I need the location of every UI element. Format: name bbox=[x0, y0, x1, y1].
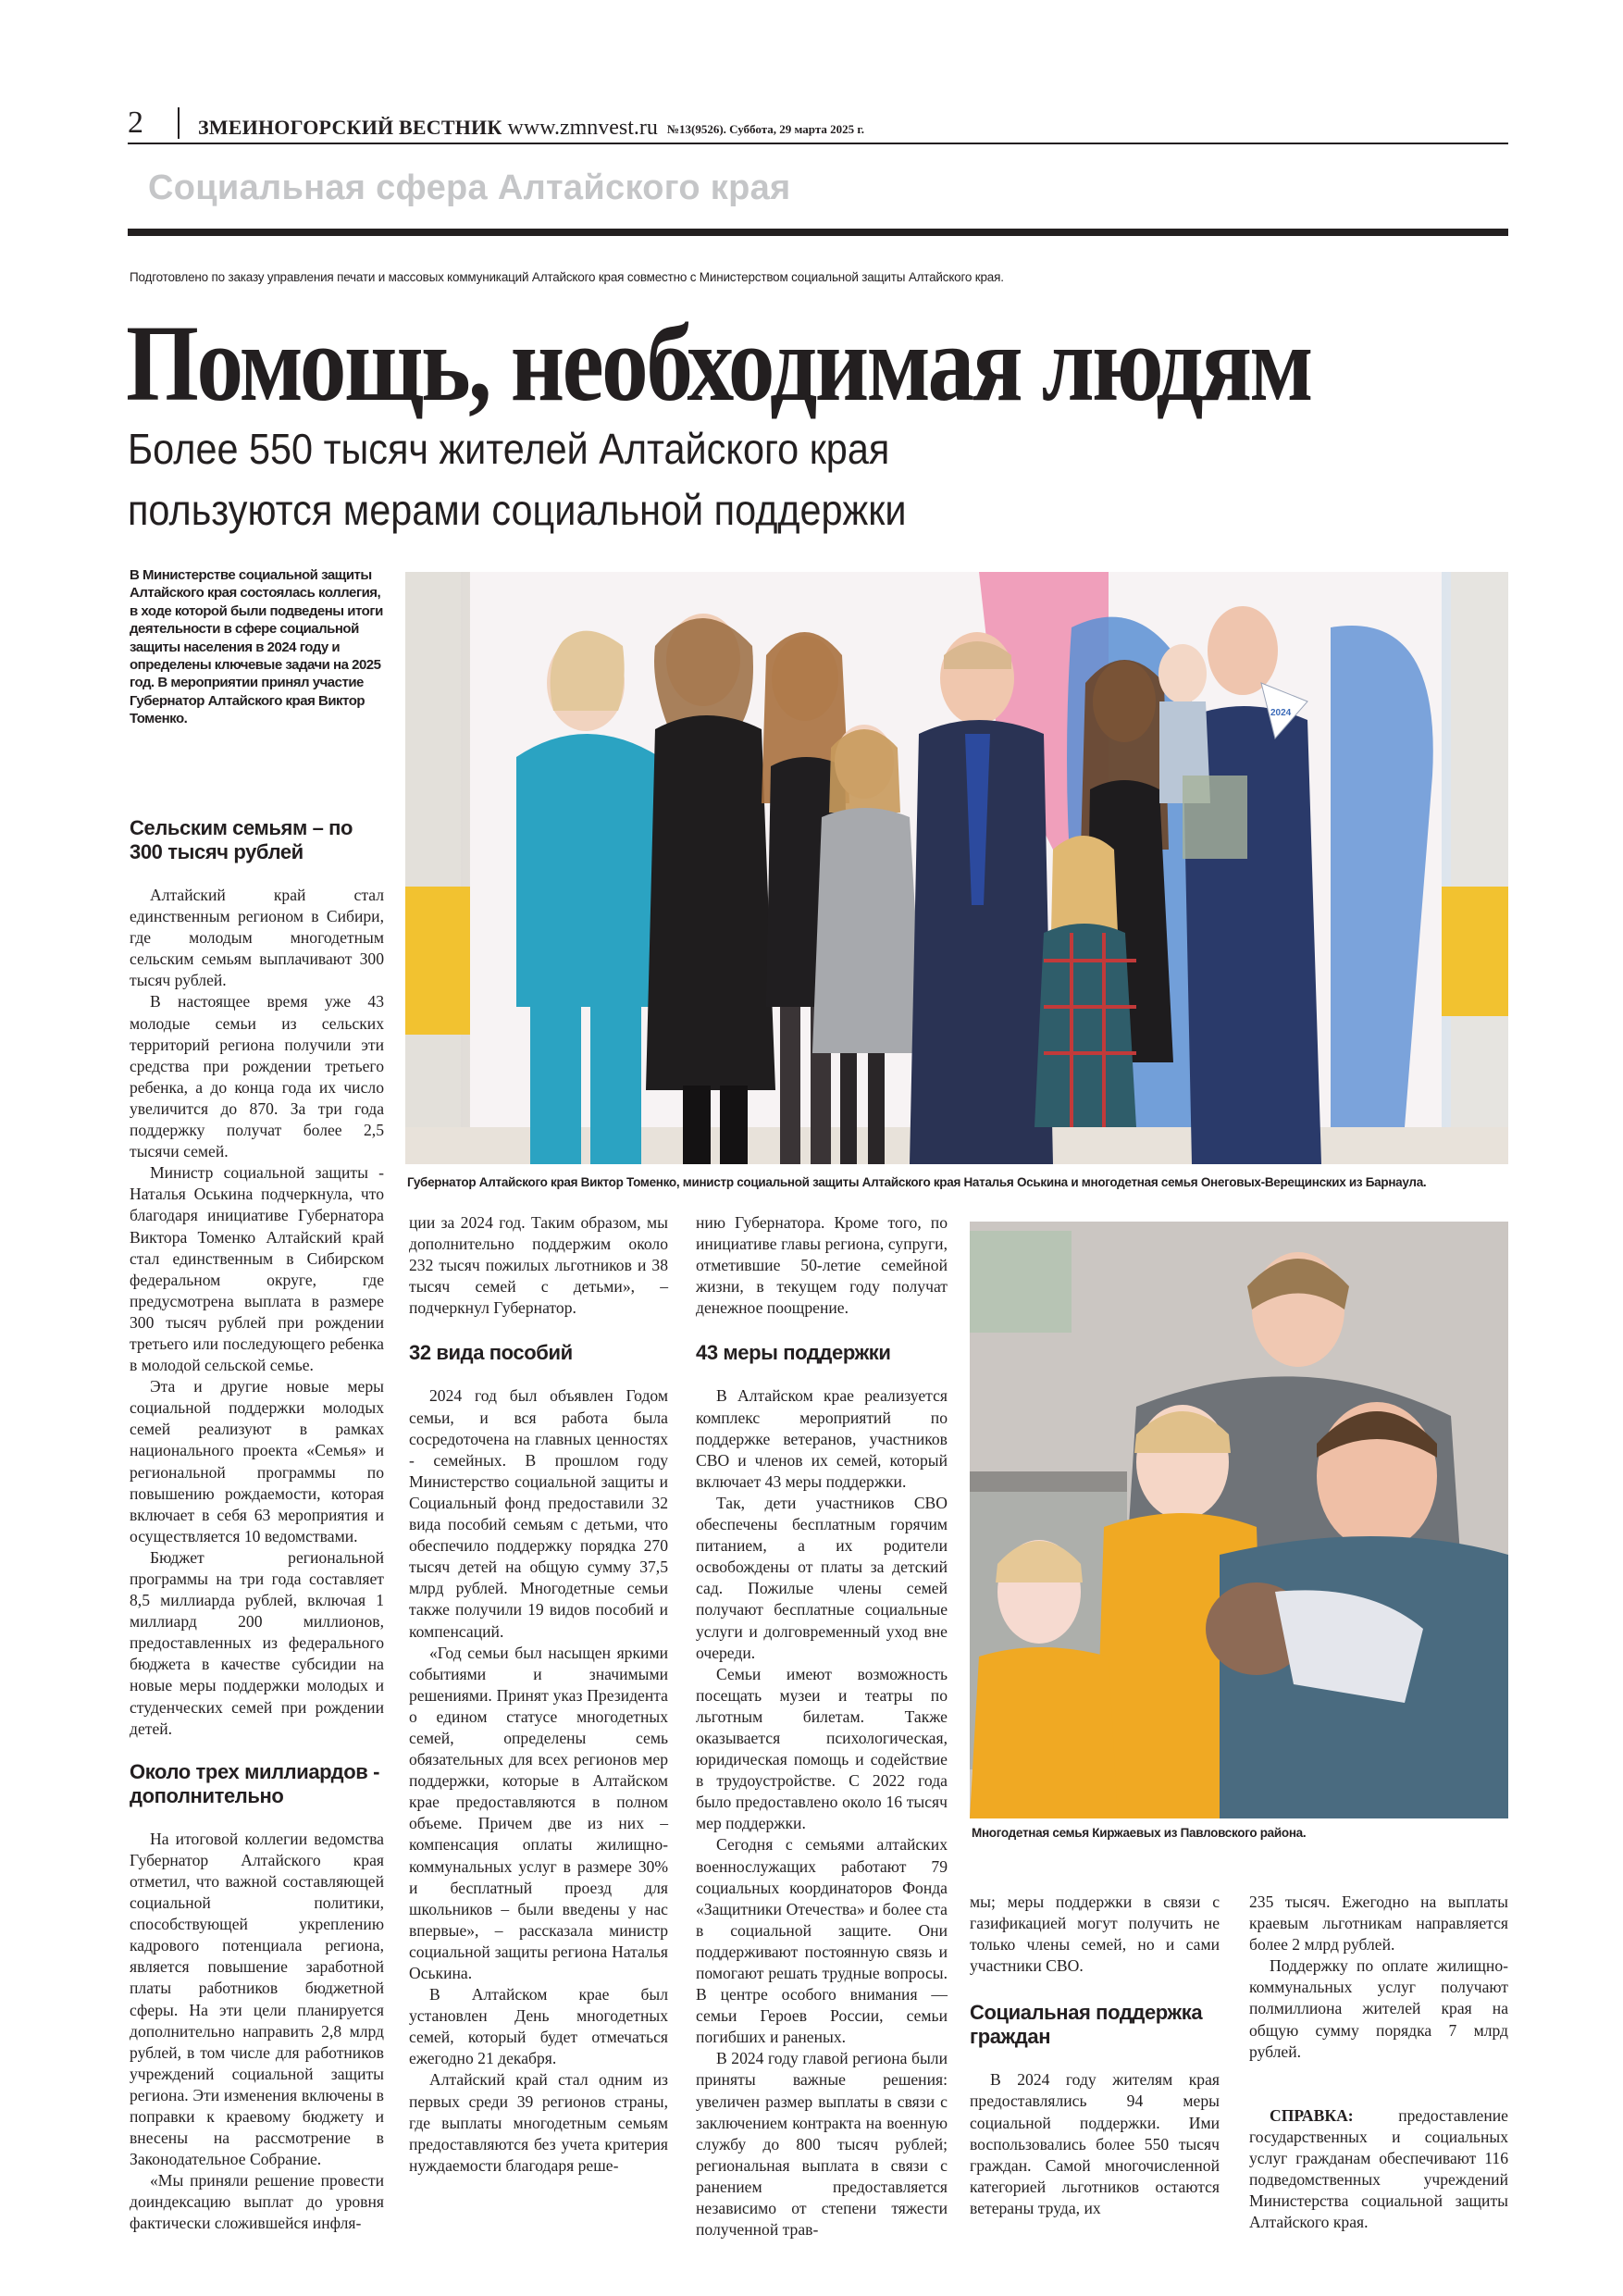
article-column-4 bbox=[970, 1892, 1220, 2219]
paragraph: мы; меры поддержки в связи с газификацией могут получить не только члены семей, но и сами участники СВО. bbox=[970, 1893, 1220, 1976]
newspaper-url[interactable]: www.zmnvest.ru bbox=[507, 116, 658, 140]
family-photo-illustration bbox=[970, 1222, 1508, 1818]
newspaper-name: ЗМЕИНОГОРСКИЙ ВЕСТНИК bbox=[198, 116, 502, 139]
paragraph: В Алтайском крае был установлен День многодетных семей, который будет отмечаться ежегодно 21 декабря. bbox=[409, 1985, 668, 2068]
paragraph: В настоящее время уже 43 молодые семьи из сельских территорий региона получили эти средства при рождении третьего ребенка, а до конца года их число увеличится до 870. За три года поддержку получат более 2,5 тысячи семей. bbox=[130, 992, 384, 1161]
reference-label: СПРАВКА: bbox=[1270, 2105, 1354, 2125]
headline: Помощь, необходимая людям bbox=[126, 303, 1311, 424]
masthead-divider bbox=[178, 107, 180, 139]
article-column-3 bbox=[696, 1212, 948, 2240]
flag-text: 2024 bbox=[1270, 708, 1292, 718]
prepared-note: Подготовлено по заказу управления печати и массовых коммуникаций Алтайского края совместно с Министерством социальной защиты Алтайского края. bbox=[130, 270, 1004, 284]
paragraph: «Мы приняли решение провести доиндексацию выплат до уровня фактически сложившейся инфля- bbox=[130, 2171, 384, 2233]
paragraph: Семьи имеют возможность посещать музеи и театры по льготным билетам. Также оказывается психологическая, юридическая помощь и содействие в трудоустройстве. С 2022 года было предоставлено около 16 тысяч мер поддержки. bbox=[696, 1664, 948, 1833]
subheading-32-benefits: 32 вида пособий bbox=[409, 1341, 573, 1365]
masthead bbox=[128, 107, 1508, 144]
paragraph: На итоговой коллегии ведомства Губернатор Алтайского края отметил, что важной составляющей социальной политики, способствующей укреплению кадрового потенциала региона, является повышение заработной платы работников бюджетной сферы. На эти цели планируется дополнительно направить 2,8 млрд рублей, в том числе для работников учреждений социальной защиты региона. Эти изменения включены в поправки к краевому бюджету и внесены на рассмотрение в Законодательное Собрание. bbox=[130, 1829, 384, 2169]
paragraph: Алтайский край стал единственным регионом в Сибири, где молодым многодетным сельским семьям выплачивают 300 тысяч рублей. bbox=[130, 886, 384, 990]
paragraph: Алтайский край стал одним из первых среди 39 регионов страны, где выплаты многодетным семьям предоставляются без учета критерия нуждаемости благодаря реше- bbox=[409, 2070, 668, 2175]
article-column-2 bbox=[409, 1212, 668, 2177]
subheading-43-measures: 43 меры поддержки bbox=[696, 1341, 891, 1365]
subheadline-line-2: пользуются мерами социальной поддержки bbox=[128, 486, 907, 534]
reference-text: предоставление государственных и социальных услуг гражданам обеспечивают 116 подведомственных учреждений Министерства социальной защиты Алтайского края. bbox=[1249, 2105, 1508, 2232]
group-photo-caption: Губернатор Алтайского края Виктор Томенко, министр социальной защиты Алтайского края Наталья Оськина и многодетная семья Онеговых-Верещинских из Барнаула. bbox=[407, 1175, 1427, 1189]
subheadline-line-1: Более 550 тысяч жителей Алтайского края bbox=[128, 425, 890, 473]
paragraph: нию Губернатора. Кроме того, по инициативе главы региона, супруги, отметившие 50-летие семейной жизни, в текущем году получат денежное поощрение. bbox=[696, 1213, 948, 1318]
page-number: 2 bbox=[128, 105, 143, 140]
article-column-5 bbox=[1249, 1892, 1508, 2233]
paragraph: Сегодня с семьями алтайских военнослужащих работают 79 социальных координаторов Фонда «Защитники Отечества» и более ста в социальной защите. Они поддерживают постоянную связь и помогают решать трудные вопросы. В центре особого внимания — семьи Героев России, семьи погибших и раненых. bbox=[696, 1835, 948, 2047]
paragraph: В Алтайском крае реализуется комплекс мероприятий по поддержке ветеранов, участников СВО и членов их семей, который включает 43 меры поддержки. bbox=[696, 1386, 948, 1491]
paragraph: Министр социальной защиты - Наталья Оськина подчеркнула, что благодаря инициативе Губернатора Виктора Томенко Алтайский край стал единственным в Сибирском федеральном округе, где предусмотрена выплата в размере 300 тысяч рублей при рождении третьего или последующего ребенка в молодой сельской семье. bbox=[130, 1163, 384, 1375]
paragraph: Поддержку по оплате жилищно-коммунальных услуг получают полмиллиона жителей края на общую сумму порядка 7 млрд рублей. bbox=[1249, 1956, 1508, 2061]
subheading-rural-families: Сельским семьям – по 300 тысяч рублей bbox=[130, 816, 353, 863]
section-title: Социальная сфера Алтайского края bbox=[148, 168, 791, 207]
group-photo bbox=[405, 572, 1508, 1164]
reference-note bbox=[1249, 2105, 1508, 2234]
subheading-social-support: Социальная поддержка граждан bbox=[970, 2001, 1203, 2049]
lead-paragraph: В Министерстве социальной защиты Алтайского края состоялась коллегия, в ходе которой были подведены итоги деятельности в сфере социальной защиты населения в 2024 году и определены ключевые задачи на 2025 год. В мероприятии принял участие Губернатор Алтайского края Виктор Томенко. bbox=[130, 567, 383, 727]
issue-info: №13(9526). Суббота, 29 марта 2025 г. bbox=[666, 122, 865, 136]
subheadline bbox=[128, 418, 906, 540]
paragraph: Эта и другие новые меры социальной поддержки молодых семей реализуют в рамках национального проекта «Семья» и региональной программы по повышению рождаемости, которая включает в себя 63 мероприятия и осуществляется 10 ведомствами. bbox=[130, 1377, 384, 1545]
yellow-sofa-right bbox=[1432, 887, 1508, 1016]
family-photo bbox=[970, 1222, 1508, 1818]
yellow-sofa-left bbox=[405, 887, 470, 1035]
paragraph: В 2024 году главой региона были приняты важные решения: увеличен размер выплаты в связи с заключением контракта на военную службу до 800 тысяч рублей; региональная выплата в связи с ранением предоставляется независимо от степени тяжести полученной трав- bbox=[696, 2049, 948, 2240]
section-rule bbox=[128, 229, 1508, 236]
paragraph: 235 тысяч. Ежегодно на выплаты краевым льготникам направляется более 2 млрд рублей. bbox=[1249, 1893, 1508, 1955]
subheading-three-billion: Около трех миллиардов - дополнительно bbox=[130, 1759, 380, 1807]
paragraph: 2024 год был объявлен Годом семьи, и вся работа была сосредоточена на главных ценностях - семейных. В прошлом году Министерство социальной защиты и Социальный фонд предоставили 32 вида пособий семьям с детьми, что обеспечило поддержку порядка 270 тысяч детей на общую сумму 37,5 млрд рублей. Многодетные семьи также получили 19 видов пособий и компенсаций. bbox=[409, 1386, 668, 1641]
family-photo-caption: Многодетная семья Киржаевых из Павловского района. bbox=[972, 1826, 1307, 1840]
paragraph: Бюджет региональной программы на три года составляет 8,5 миллиарда рублей, включая 1 миллиард 200 миллионов, предоставленных из федерального бюджета в качестве субсидии на новые меры поддержки молодых и студенческих семей при рождении детей. bbox=[130, 1547, 384, 1738]
paragraph: ции за 2024 год. Таким образом, мы дополнительно поддержим около 232 тысяч пожилых льготников и 38 тысяч семей с детьми», – подчеркнул Губернатор. bbox=[409, 1213, 668, 1318]
group-photo-illustration bbox=[405, 572, 1508, 1164]
paragraph: Так, дети участников СВО обеспечены бесплатным горячим питанием, а их родители освобождены от платы за детский сад. Пожилые члены семей получают бесплатные социальные услуги и долговременный уход вне очереди. bbox=[696, 1493, 948, 1662]
paragraph: В 2024 году жителям края предоставлялись 94 меры социальной поддержки. Ими воспользовались более 550 тысяч граждан. Самой многочисленной категорией льготников остаются ветераны труда, их bbox=[970, 2070, 1220, 2217]
paragraph: «Год семьи был насыщен яркими событиями и значимыми решениями. Принят указ Президента о едином статусе многодетных семей, определены семь обязательных для всех регионов мер поддержки, которые в Алтайском крае предоставляются в полном объеме. Причем две из них – компенсация оплаты жилищно-коммунальных услуг в размере 30% и бесплатный проезд для школьников – были введены у нас впервые», – рассказала министр социальной защиты региона Наталья Оськина. bbox=[409, 1643, 668, 1982]
article-column-1 bbox=[130, 807, 384, 2235]
